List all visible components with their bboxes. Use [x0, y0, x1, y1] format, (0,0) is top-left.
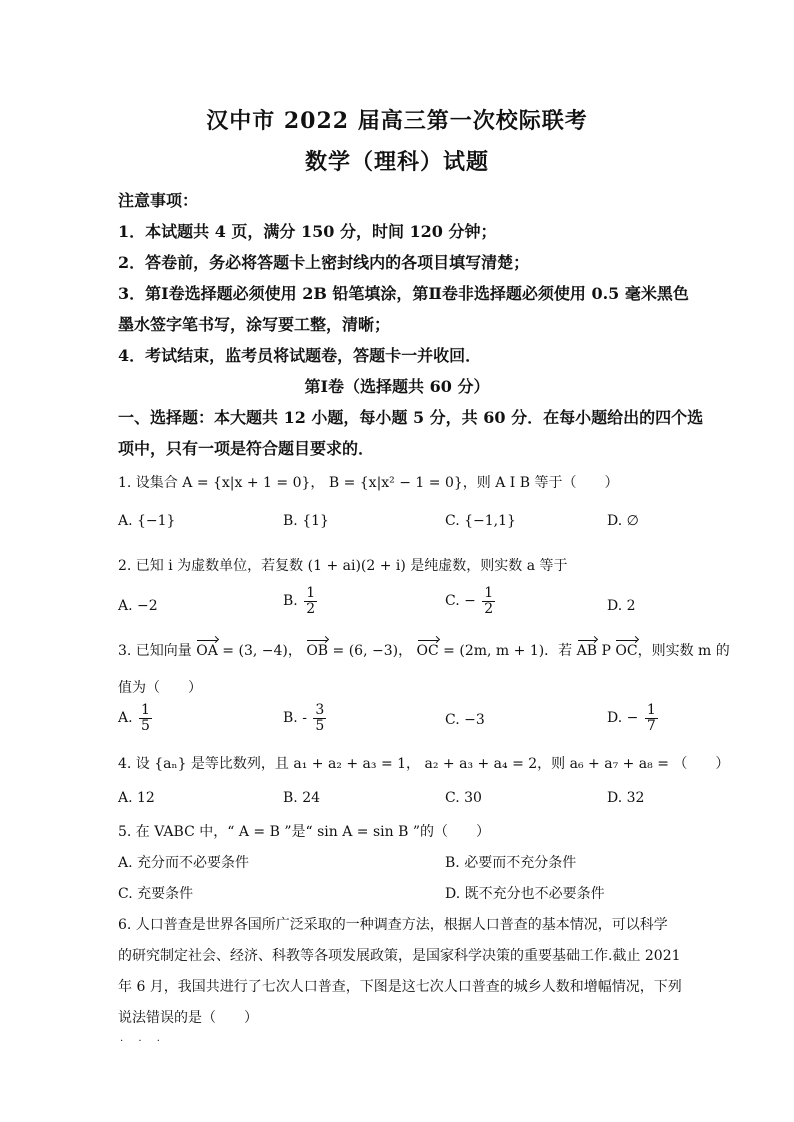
vector-oa: OA — [196, 643, 218, 659]
notice-item-4: 4．考试结束，监考员将试题卷，答题卡一并收回． — [118, 346, 482, 365]
q5-option-b: B. 必要而不充分条件 — [445, 855, 577, 871]
q3-option-b-label: B. - — [283, 710, 307, 727]
q4-option-a: A. 12 — [118, 790, 155, 806]
q3-option-b-numerator: 3 — [315, 702, 325, 718]
part1-heading: 第Ⅰ卷（选择题共 60 分） — [304, 377, 490, 396]
notice-item-1: 1．本试题共 4 页，满分 150 分，时间 120 分钟； — [118, 222, 497, 241]
emphasis-dots: · · · — [120, 1036, 166, 1047]
question-2-stem: 2. 已知 i 为虚数单位，若复数 (1 + ai)(2 + i) 是纯虚数，则实数 a 等于 — [118, 558, 568, 574]
q4-option-b: B. 24 — [283, 790, 321, 806]
question-4-stem: 4. 设 {aₙ} 是等比数列，且 a₁ + a₂ + a₃ = 1， a₂ + a₃ + a₄ = 2，则 a₆ + a₇ + a₈ = （ ） — [118, 756, 730, 772]
q1-option-c: C. {−1,1} — [445, 513, 516, 529]
q3-option-d — [607, 703, 660, 733]
vector-oc: OC — [416, 643, 439, 659]
question-6-line-2: 的研究制定社会、经济、科教等各项发展政策，是国家科学决策的重要基础工作.截止 2021 — [118, 948, 681, 964]
parallel-symbol: P — [597, 643, 616, 659]
q1-option-a: A. {−1} — [118, 513, 176, 529]
q3-option-a-label: A. — [118, 710, 133, 727]
q3-option-d-denominator: 7 — [646, 717, 656, 734]
q3-option-a-fraction — [139, 703, 152, 733]
q3-option-d-numerator: 1 — [646, 702, 656, 718]
vector-ob: OB — [306, 643, 329, 659]
question-3-stem-cont: 值为（ ） — [118, 680, 202, 696]
q1-option-d: D. ∅ — [607, 513, 639, 529]
q2-option-b — [283, 586, 319, 616]
exam-subtitle: 数学（理科）试题 — [304, 149, 489, 175]
q3-option-a-denominator: 5 — [141, 717, 150, 734]
q3-number: 3. 已知向量 — [118, 643, 192, 659]
q4-option-d: D. 32 — [607, 790, 645, 806]
q3-option-c: C. −3 — [445, 712, 485, 728]
q5-option-c: C. 充要条件 — [118, 886, 194, 902]
notice-item-3-cont: 墨水签字笔书写，涂写要工整，清晰； — [118, 315, 391, 334]
q3-option-b-denominator: 5 — [315, 717, 325, 734]
q3-option-b-fraction — [313, 703, 326, 733]
question-6-line-3: 年 6 月，我国共进行了七次人口普查，下图是这七次人口普查的城乡人数和增幅情况，下列 — [118, 979, 682, 995]
section-instructions-1: 一、选择题：本大题共 12 小题，每小题 5 分，共 60 分．在每小题给出的四个选 — [118, 408, 704, 427]
question-6-line-4: 说法错误的是（ ） — [118, 1010, 258, 1026]
q2-option-c-denominator: 2 — [484, 600, 494, 617]
notice-heading: 注意事项： — [118, 191, 199, 210]
question-3-stem — [118, 640, 730, 660]
notice-item-2: 2．答卷前，务必将答题卡上密封线内的各项目填写清楚； — [118, 253, 530, 272]
q3-stem-tail: ，则实数 m 的 — [637, 643, 730, 659]
vector-ob-value: = (6, −3)， — [328, 643, 413, 659]
q2-option-b-fraction — [304, 586, 317, 616]
question-6-line-1: 6. 人口普查是世界各国所广泛采取的一种调查方法，根据人口普查的基本情况，可以科学 — [118, 917, 668, 933]
q2-option-c-fraction — [482, 586, 495, 616]
q5-option-a: A. 充分而不必要条件 — [118, 855, 250, 871]
question-5-stem: 5. 在 VABC 中，“ A = B ”是“ sin A = sin B ”的（ ） — [118, 824, 490, 840]
vector-oc-2: OC — [615, 643, 638, 659]
q3-option-a — [118, 703, 154, 733]
q2-option-c — [445, 586, 497, 616]
q1-option-b: B. {1} — [283, 513, 329, 529]
q3-option-b — [283, 703, 328, 733]
exam-title: 汉中市 2022 届高三第一次校际联考 — [206, 108, 588, 134]
q3-option-d-label: D. − — [607, 710, 639, 727]
notice-item-3: 3．第Ⅰ卷选择题必须使用 2B 铅笔填涂，第Ⅱ卷非选择题必须使用 0.5 毫米黑色 — [118, 284, 689, 303]
q2-option-a: A. −2 — [118, 598, 158, 614]
q2-option-c-label: C. − — [445, 593, 476, 610]
q3-option-a-numerator: 1 — [141, 702, 150, 718]
vector-ab: AB — [576, 643, 598, 659]
section-instructions-2: 项中，只有一项是符合题目要求的． — [118, 439, 375, 458]
q4-option-c: C. 30 — [445, 790, 482, 806]
question-1-stem: 1. 设集合 A = {x|x + 1 = 0}， B = {x|x² − 1 = 0}，则 A I B 等于（ ） — [118, 475, 619, 491]
q2-option-b-numerator: 1 — [306, 585, 316, 601]
q3-option-d-fraction — [645, 703, 658, 733]
vector-oc-value: = (2m, m + 1)．若 — [438, 643, 573, 659]
q5-option-d: D. 既不充分也不必要条件 — [445, 886, 605, 902]
vector-oa-value: = (3, −4)， — [217, 643, 302, 659]
q2-option-b-denominator: 2 — [306, 600, 316, 617]
q2-option-c-numerator: 1 — [484, 585, 494, 601]
q2-option-d: D. 2 — [607, 598, 636, 614]
q2-option-b-label: B. — [283, 593, 298, 610]
